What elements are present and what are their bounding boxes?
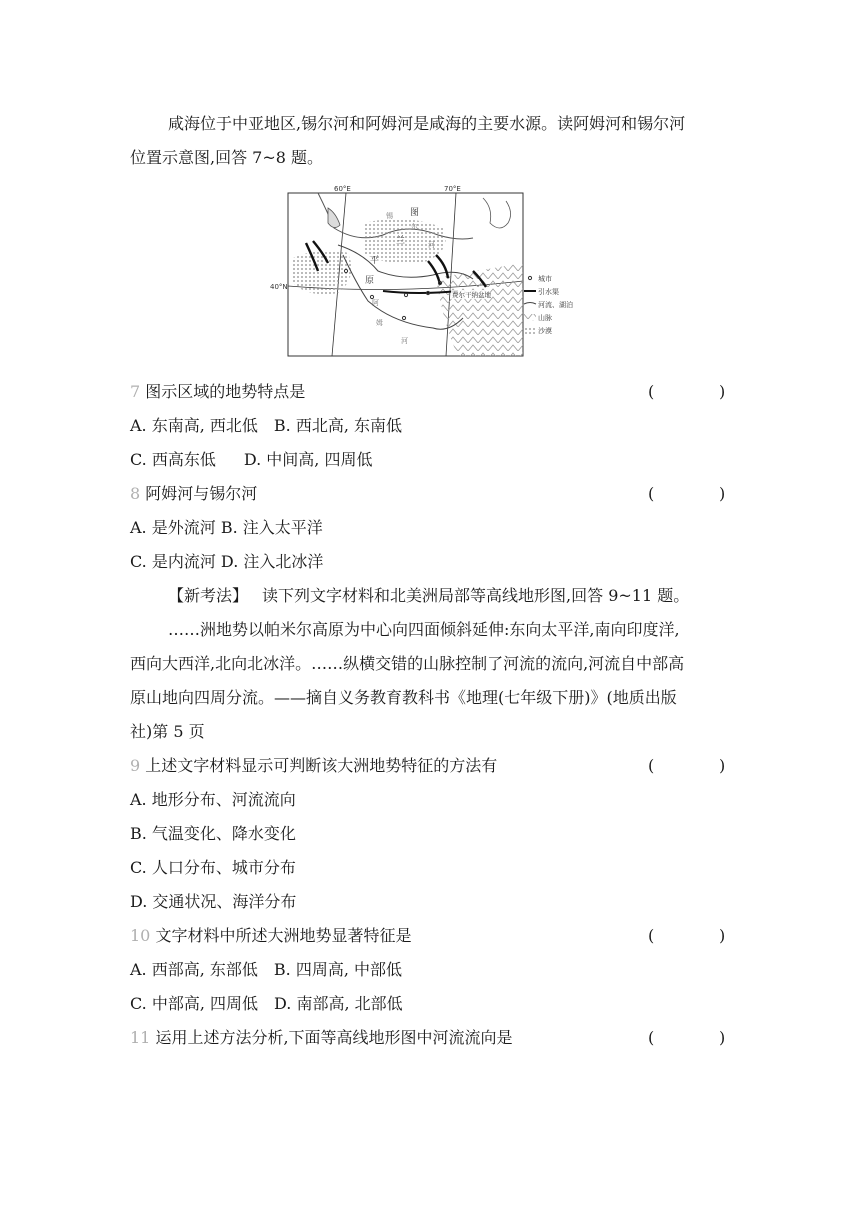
river-char: 锡: [386, 212, 393, 220]
options-row: [130, 552, 323, 572]
aral-sea-rivers-map: [268, 183, 588, 358]
option-c: C. 人口分布、城市分布: [130, 858, 296, 877]
answer-paren-close: ): [719, 1028, 726, 1047]
question-text: 图示区域的地势特点是: [145, 382, 306, 401]
legend-item: 引水渠: [538, 288, 559, 296]
options-row: [130, 994, 403, 1014]
place-char: 原: [365, 276, 375, 286]
legend-item: 山脉: [538, 314, 552, 322]
question-number: 11: [130, 1028, 151, 1047]
answer-paren-open: (: [648, 756, 655, 775]
legend-mountain-symbol: [524, 314, 536, 321]
answer-paren-open: (: [648, 484, 655, 503]
option-a-b: A. 是外流河 B. 注入太平洋: [130, 518, 323, 537]
new-method-tag: 【新考法】: [168, 586, 249, 605]
question-text: 运用上述方法分析,下面等高线地形图中河流流向是: [155, 1028, 513, 1047]
legend-item: 河流、湖泊: [538, 301, 573, 309]
legend-river-symbol: [524, 303, 536, 305]
river-char: 阿: [372, 299, 379, 307]
lat-label-40: 40°N: [270, 283, 288, 291]
question-number: 9: [130, 756, 141, 775]
legend-item: 沙漠: [538, 327, 552, 335]
options-row: [130, 416, 402, 436]
question-9: [130, 756, 497, 776]
river-char: 河: [401, 337, 408, 345]
answer-paren-open: (: [648, 382, 655, 401]
option-c: C. 西高东低: [130, 450, 216, 469]
new-method-text: 读下列文字材料和北美洲局部等高线地形图,回答 9~11 题。: [262, 586, 690, 605]
passage-line-1: ……洲地势以帕米尔高原为中心向四面倾斜延伸:东向太平洋,南向印度洋,: [168, 620, 680, 639]
question-text: 上述文字材料显示可判断该大洲地势特征的方法有: [145, 756, 498, 775]
options-row: [130, 450, 372, 470]
option-b: B. 西北高, 东南低: [273, 416, 403, 435]
place-char: 兰: [396, 236, 406, 246]
option-d: D. 南部高, 北部低: [274, 994, 403, 1013]
options-row: [130, 518, 323, 538]
map-legend: [524, 274, 573, 335]
river-char: 尔: [411, 223, 418, 231]
place-char: 图: [410, 208, 420, 218]
option-a: A. 东南高, 西北低: [130, 416, 258, 435]
desert-karakum: [293, 250, 351, 294]
option-a: A. 西部高, 东部低: [130, 960, 258, 979]
question-number: 10: [130, 926, 151, 945]
intro-line-1: 咸海位于中亚地区,锡尔河和阿姆河是咸海的主要水源。读阿姆河和锡尔河: [168, 114, 686, 133]
answer-paren-close: ): [719, 484, 726, 503]
place-char: 平: [370, 256, 380, 266]
question-10: [130, 926, 411, 946]
legend-item: 城市: [538, 275, 552, 283]
question-text: 文字材料中所述大洲地势显著特征是: [155, 926, 412, 945]
question-text: 阿姆河与锡尔河: [145, 484, 258, 503]
options-row: [130, 960, 402, 980]
legend-city-symbol: [528, 276, 531, 279]
answer-paren-open: (: [648, 1028, 655, 1047]
river-char: 姆: [376, 319, 383, 327]
answer-paren-open: (: [648, 926, 655, 945]
answer-paren-close: ): [719, 926, 726, 945]
option-b: B. 气温变化、降水变化: [130, 824, 296, 843]
lon-label-70: 70°E: [444, 185, 461, 193]
river-char: 河: [428, 241, 435, 249]
passage-line-3: 原山地向四周分流。——摘自义务教育教科书《地理(七年级下册)》(地质出版: [130, 688, 677, 707]
legend-desert-symbol: [524, 327, 536, 334]
new-method-line: [168, 586, 689, 606]
intro-line-2: 位置示意图,回答 7~8 题。: [130, 148, 324, 167]
passage-line-2: 西向大西洋,北向北冰洋。……纵横交错的山脉控制了河流的流向,河流自中部高: [130, 654, 685, 673]
passage-line-4: 社)第 5 页: [130, 722, 205, 741]
option-c: C. 中部高, 四周低: [130, 994, 259, 1013]
answer-paren-close: ): [719, 382, 726, 401]
option-d: D. 中间高, 四周低: [243, 450, 373, 469]
question-number: 8: [130, 484, 141, 503]
option-c-d: C. 是内流河 D. 注入北冰洋: [130, 552, 324, 571]
lon-label-60: 60°E: [334, 185, 351, 193]
question-number: 7: [130, 382, 141, 401]
question-11: [130, 1028, 513, 1048]
option-b: B. 四周高, 中部低: [273, 960, 403, 979]
answer-paren-close: ): [719, 756, 726, 775]
question-7: [130, 382, 305, 402]
question-8: [130, 484, 257, 504]
basin-label: 费尔干纳盆地: [452, 291, 491, 299]
option-a: A. 地形分布、河流流向: [130, 790, 296, 809]
option-d: D. 交通状况、海洋分布: [130, 892, 297, 911]
